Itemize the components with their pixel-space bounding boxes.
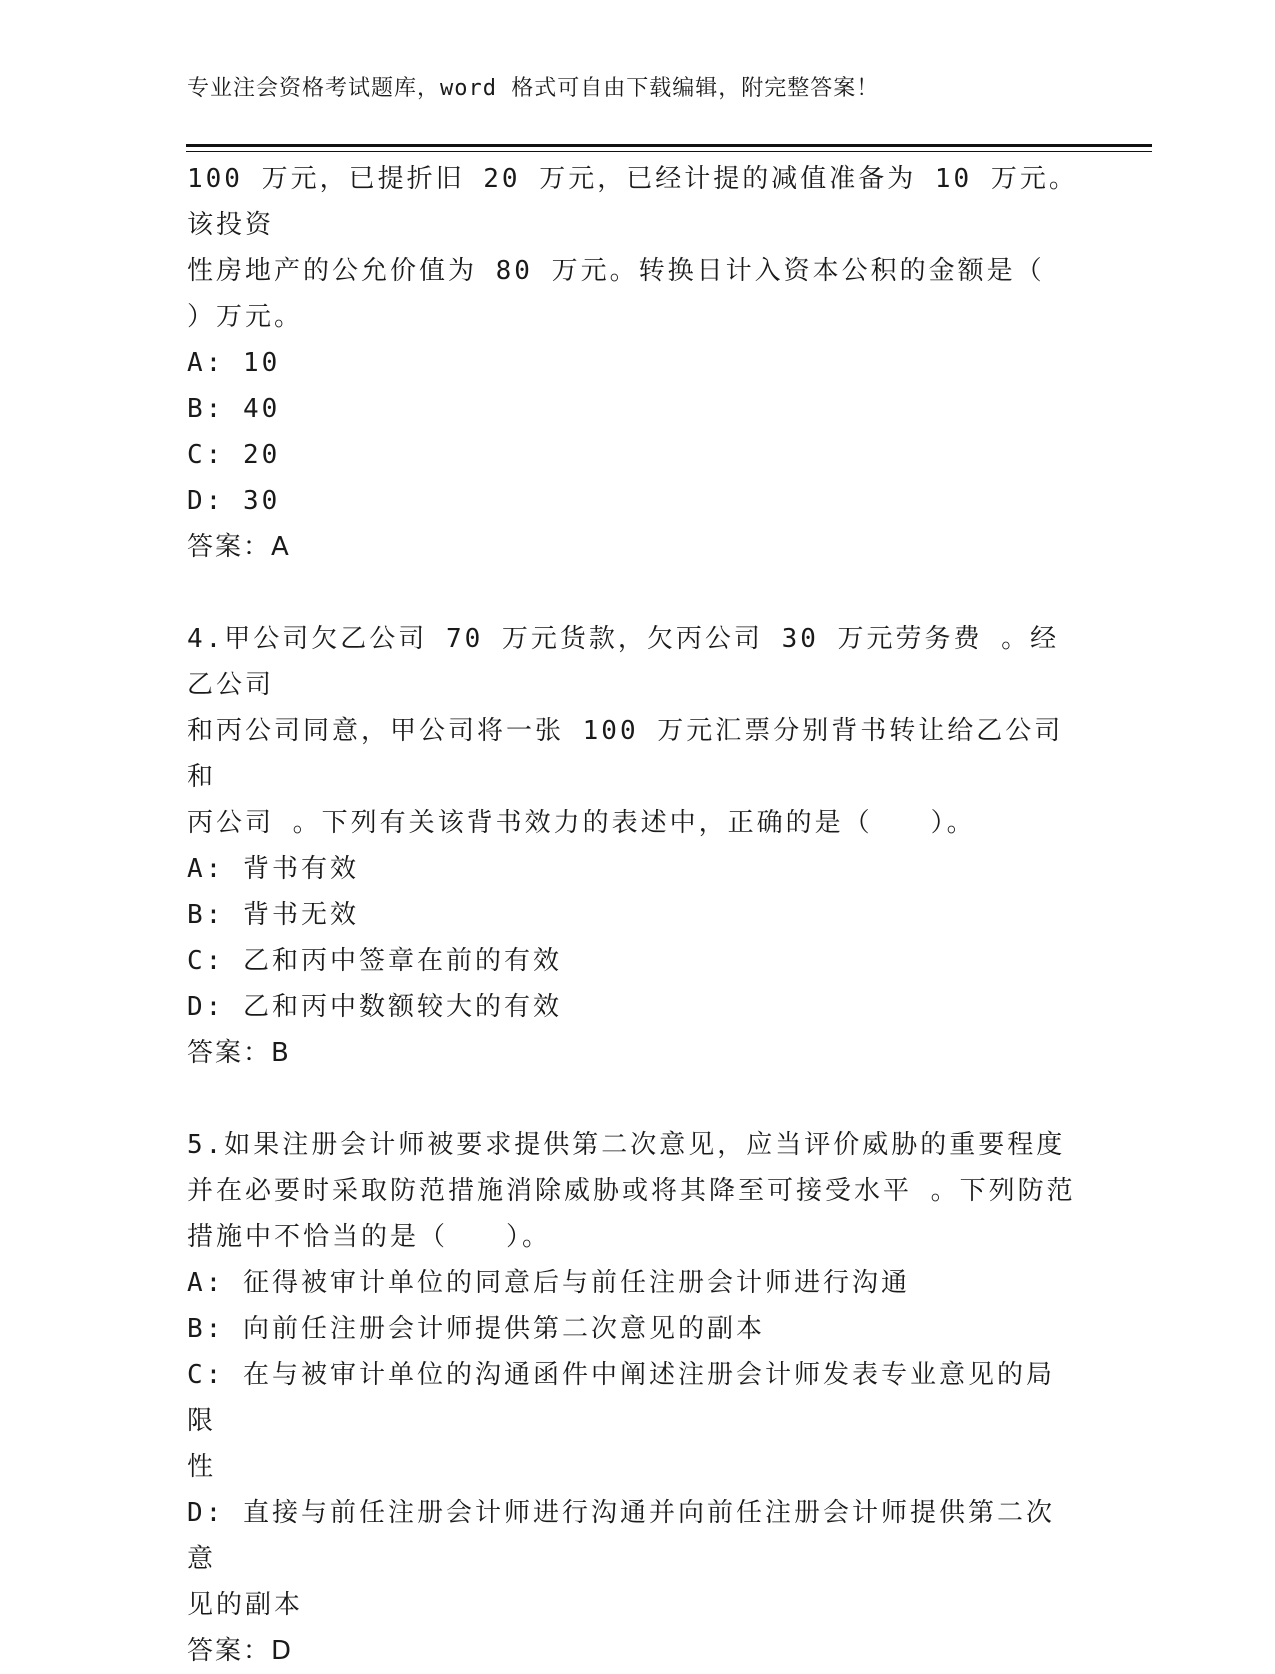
answer-line: 答案：D <box>187 1636 294 1666</box>
option-d: D: 直接与前任注册会计师进行沟通并向前任注册会计师提供第二次意 <box>187 1498 1055 1574</box>
answer-line: 答案：B <box>187 1038 291 1068</box>
question-stem-line: 性房地产的公允价值为 80 万元。转换日计入资本公积的金额是（ <box>187 256 1045 286</box>
option-a: A: 征得被审计单位的同意后与前任注册会计师进行沟通 <box>187 1268 910 1298</box>
answer-line: 答案：A <box>187 532 291 562</box>
question-3 <box>187 156 1082 570</box>
option-a: A: 背书有效 <box>187 854 359 884</box>
header-note: 专业注会资格考试题库，word 格式可自由下载编辑，附完整答案！ <box>187 76 880 101</box>
option-d: D: 乙和丙中数额较大的有效 <box>187 992 562 1022</box>
option-b: B: 40 <box>187 394 281 424</box>
option-c: C: 在与被审计单位的沟通函件中阐述注册会计师发表专业意见的局限 <box>187 1360 1055 1436</box>
question-4 <box>187 616 1082 1076</box>
document-content <box>187 156 1082 1674</box>
question-stem-line: ）万元。 <box>187 302 304 332</box>
header-rule-thick <box>186 144 1152 147</box>
question-stem-line: 和丙公司同意，甲公司将一张 100 万元汇票分别背书转让给乙公司和 <box>187 716 1064 792</box>
question-stem-line: 并在必要时采取防范措施消除威胁或将其降至可接受水平 。下列防范 <box>187 1176 1076 1206</box>
question-stem-line: 措施中不恰当的是（ ）。 <box>187 1222 552 1252</box>
question-stem-line: 5.如果注册会计师被要求提供第二次意见，应当评价威胁的重要程度 <box>187 1130 1066 1160</box>
option-d-continued: 见的副本 <box>187 1590 304 1620</box>
option-d: D: 30 <box>187 486 281 516</box>
question-stem-line: 4.甲公司欠乙公司 70 万元货款，欠丙公司 30 万元劳务费 。经乙公司 <box>187 624 1060 700</box>
option-b: B: 背书无效 <box>187 900 359 930</box>
option-c-continued: 性 <box>187 1452 217 1482</box>
option-b: B: 向前任注册会计师提供第二次意见的副本 <box>187 1314 765 1344</box>
option-a: A: 10 <box>187 348 281 378</box>
option-c: C: 乙和丙中签章在前的有效 <box>187 946 562 976</box>
question-stem-line: 丙公司 。下列有关该背书效力的表述中，正确的是（ ）。 <box>187 808 976 838</box>
question-5 <box>187 1122 1082 1674</box>
option-c: C: 20 <box>187 440 281 470</box>
question-stem-line: 100 万元，已提折旧 20 万元，已经计提的减值准备为 10 万元。该投资 <box>187 164 1078 240</box>
header-rule-thin <box>186 151 1152 152</box>
